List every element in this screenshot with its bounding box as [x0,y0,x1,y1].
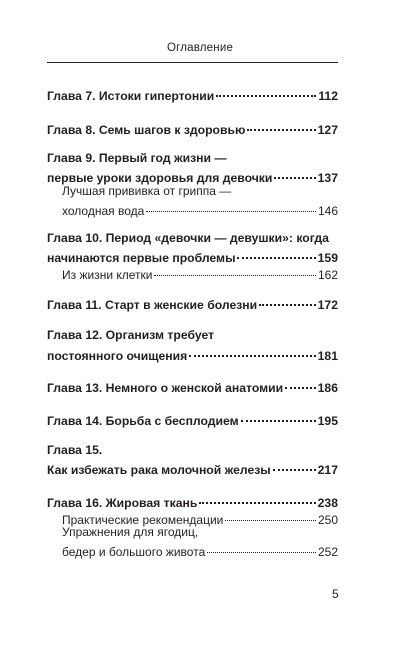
dot-leader [285,376,316,392]
toc-entry-chapter-8 [47,118,338,137]
toc-entry-title: первые уроки здоровья для девочки [47,171,273,185]
dot-leader [241,409,316,425]
toc-subentry-title: бедер и большого живота [62,545,206,559]
toc-entry-title: постоянного очищения [47,349,188,363]
toc-entry-title: Глава 7. Истоки гипертонии [47,89,215,103]
toc-entry-page: 159 [317,251,338,265]
toc-entry-chapter-11 [47,293,338,312]
toc-entry-title: Глава 16. Жировая ткань [47,496,198,510]
dot-leader [189,344,315,360]
toc-entry-chapter-12-line1: Глава 12. Организм требует [47,328,215,342]
dot-leader [237,246,315,262]
toc-entry-chapter-16 [47,491,338,510]
page-number: 5 [332,587,339,601]
toc-subentry-title: Практические рекомендации [62,513,224,527]
toc-entry-title: Глава 13. Немного о женской анатомии [47,381,284,395]
toc-subentry-exercises [62,540,338,559]
toc-entry-title: Глава 14. Борьба с бесплодием [47,414,239,428]
toc-subentry-page: 146 [317,204,338,218]
toc-entry-page: 217 [317,463,338,477]
dot-leader [274,166,315,182]
toc-entry-page: 127 [317,123,338,137]
running-head: Оглавление [166,42,234,54]
toc-subentry-exercises-line1: Упражнения для ягодиц, [62,525,199,539]
toc-entry-title: Глава 8. Семь шагов к здоровью [47,123,246,137]
toc-subentry-grippe [62,199,338,218]
toc-entry-title: начинаются первые проблемы [47,251,236,265]
toc-entry-title: Как избежать рака молочной железы [47,463,271,477]
toc-entry-chapter-9 [47,166,338,185]
toc-entry-chapter-14 [47,409,338,428]
toc-entry-page: 195 [317,414,338,428]
toc-entry-page: 112 [318,89,338,103]
dot-leader [154,263,316,279]
toc-entry-chapter-9-line1: Глава 9. Первый год жизни — [47,151,227,165]
toc-subentry-title: Из жизни клетки [62,268,153,282]
toc-subentry-page: 162 [317,268,338,282]
dot-leader [207,540,316,556]
toc-entry-chapter-13 [47,376,338,395]
toc-entry-chapter-10-line1: Глава 10. Период «девочки — девушки»: когда [47,231,329,245]
toc-entry-chapter-12 [47,344,338,363]
toc-entry-chapter-7 [47,84,338,103]
dot-leader [146,199,316,215]
dot-leader [259,293,316,309]
dot-leader [216,84,316,100]
toc-entry-chapter-10 [47,246,338,265]
toc-subentry-line1: Лучшая прививка от гриппа — [62,184,232,198]
dot-leader [247,118,315,134]
toc-subentry-page: 252 [317,545,338,559]
toc-subentry-cell [62,263,338,282]
toc-entry-title: Глава 11. Старт в женские болезни [47,298,258,312]
toc-entry-chapter-15 [47,458,338,477]
dot-leader [199,491,315,507]
toc-entry-page: 186 [317,381,338,395]
toc-entry-page: 181 [317,349,338,363]
toc-entry-page: 172 [317,298,338,312]
toc-subentry-recommendations [62,508,338,527]
dot-leader [225,508,316,524]
toc-entry-chapter-15-line1: Глава 15. [47,443,103,457]
toc-entry-page: 137 [317,171,338,185]
toc-entry-page: 238 [317,496,338,510]
toc-subentry-page: 250 [317,513,338,527]
dot-leader [273,458,316,474]
toc-subentry-title: холодная вода [62,204,145,218]
